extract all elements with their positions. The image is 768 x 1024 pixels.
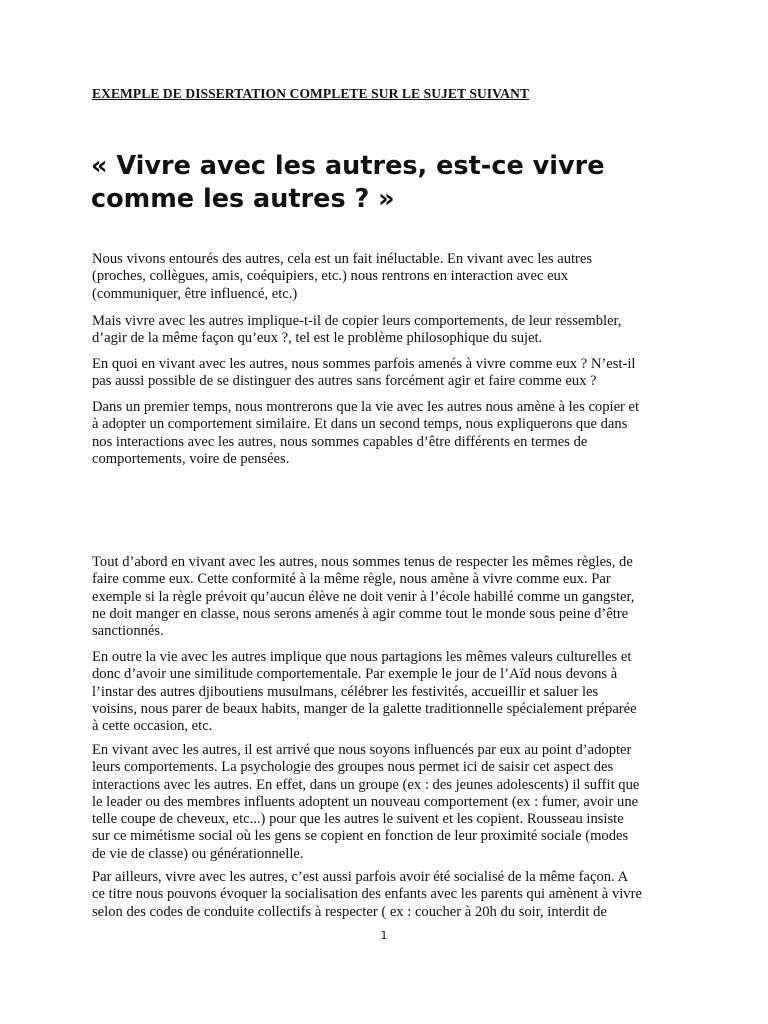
text-line: Tout d’abord en vivant avec les autres, nous sommes tenus de respecter les mêmes règles, de — [92, 554, 633, 570]
title-line: « Vivre avec les autres, est-ce vivre — [91, 151, 605, 181]
text-line: (proches, collègues, amis, coéquipiers, etc.) nous rentrons en interaction avec eux — [92, 268, 569, 285]
paragraph-intro — [92, 251, 692, 303]
paragraph-influence — [92, 742, 692, 863]
text-line: d’agir de la même façon qu’eux ?, tel est le problème philosophique du sujet. — [92, 330, 543, 347]
text-line: En outre la vie avec les autres implique que nous partagions les mêmes valeurs culturelles et — [92, 649, 632, 665]
page-number — [0, 929, 768, 942]
paragraph-rules — [92, 554, 692, 640]
text-line: ne doit manger en classe, nous serons amenés à agir comme tout le monde sous peine d’être — [92, 605, 629, 622]
text-line: interactions avec les autres. En effet, dans un groupe (ex : des jeunes adolescents) il suffit que — [92, 776, 640, 793]
text-line: faire comme eux. Cette conformité à la même règle, nous amène à vivre comme eux. Par — [92, 571, 611, 588]
paragraph-socialisation — [92, 869, 692, 921]
text-line: Nous vivons entourés des autres, cela est un fait inéluctable. En vivant avec les autres — [92, 251, 593, 267]
text-line: sanctionnés. — [92, 623, 164, 640]
text-line: donc d’avoir une similitude comportementale. Par exemple le jour de l’Aïd nous devons à — [92, 666, 618, 683]
text-line: pas aussi possible de se distinguer des autres sans forcément agir et faire comme eux ? — [92, 373, 597, 390]
text-line: Par ailleurs, vivre avec les autres, c’est aussi parfois avoir été socialisé de la même façon. A — [92, 869, 629, 885]
text-line: de vie de classe) ou générationnelle. — [92, 845, 304, 862]
text-line: ce titre nous pouvons évoquer la socialisation des enfants avec les parents qui amènent à vivre — [92, 886, 642, 903]
text-line: exemple si la règle prévoit qu’aucun élève ne doit venir à l’école habillé comme un gangster, — [92, 588, 635, 605]
text-line: (communiquer, être influencé, etc.) — [92, 285, 298, 302]
text-line: telle coupe de cheveux, etc...) pour que les autres le suivent et les copient. Rousseau insiste — [92, 811, 624, 828]
text-line: nos interactions avec les autres, nous sommes capables d’être différents en termes de — [92, 433, 588, 450]
document-header: EXEMPLE DE DISSERTATION COMPLETE SUR LE SUJET SUIVANT — [92, 86, 530, 101]
text-line: à adopter un comportement similaire. Et dans un second temps, nous expliquerons que dans — [92, 416, 628, 433]
text-line: l’instar des autres djiboutiens musulmans, célébrer les festivités, accueillir et saluer les — [92, 683, 599, 700]
text-line: Mais vivre avec les autres implique-t-il de copier leurs comportements, de leur ressembler, — [92, 313, 622, 329]
page-number-value: 1 — [380, 929, 388, 942]
paragraph-questions — [92, 356, 692, 391]
text-line: Dans un premier temps, nous montrerons que la vie avec les autres nous amène à les copier et — [92, 399, 640, 415]
paragraph-plan — [92, 399, 692, 468]
text-line: le leader ou des membres influents adoptent un nouveau comportement (ex : fumer, avoir une — [92, 793, 639, 810]
paragraph-culture — [92, 649, 692, 735]
text-line: selon des codes de conduite collectifs à respecter ( ex : coucher à 20h du soir, interdit de — [92, 903, 607, 920]
text-line: En quoi en vivant avec les autres, nous sommes parfois amenés à vivre comme eux ? N’est-il — [92, 356, 636, 372]
text-line: En vivant avec les autres, il est arrivé que nous soyons influencés par eux au point d’adopter — [92, 742, 632, 758]
dissertation-title — [91, 150, 691, 216]
text-line: sur ce mimétisme social où les gens se copient en fonction de leur proximité sociale (modes — [92, 828, 629, 845]
text-line: à cette occasion, etc. — [92, 718, 213, 735]
text-line: voisins, nous parer de beaux habits, manger de la galette traditionnelle spécialement préparée — [92, 700, 637, 717]
paragraph-problem — [92, 313, 692, 348]
text-line: leurs comportements. La psychologie des groupes nous permet ici de saisir cet aspect des — [92, 759, 614, 776]
text-line: comportements, voire de pensées. — [92, 450, 290, 467]
title-line: comme les autres ? » — [91, 184, 395, 214]
